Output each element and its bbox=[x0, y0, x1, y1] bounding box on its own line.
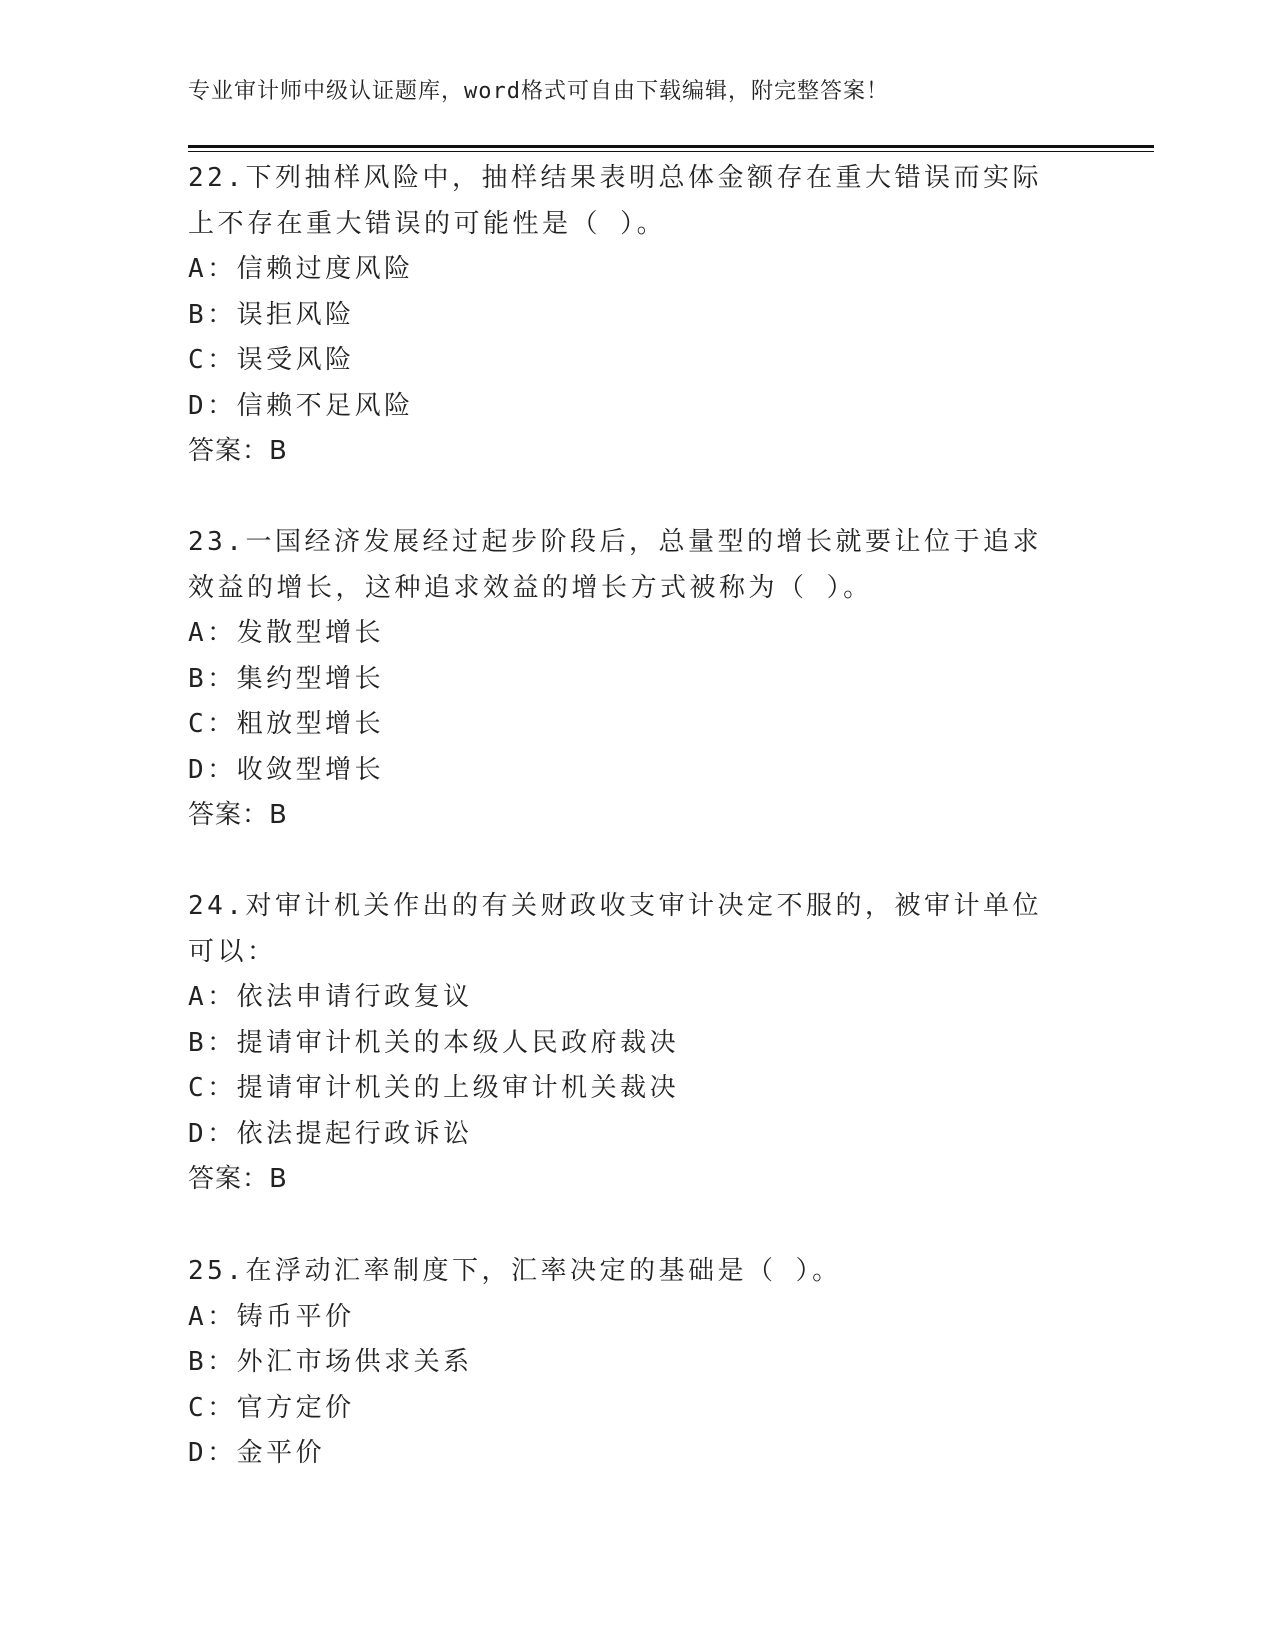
option-b: B：误拒风险 bbox=[188, 299, 355, 330]
option-b: B：外汇市场供求关系 bbox=[188, 1347, 473, 1377]
option-d: D：信赖不足风险 bbox=[188, 390, 414, 421]
header-divider-thin bbox=[188, 151, 1154, 152]
option-c: C：粗放型增长 bbox=[188, 709, 385, 739]
option-a: A：发散型增长 bbox=[188, 618, 385, 648]
option-a: A：依法申请行政复议 bbox=[188, 982, 473, 1012]
answer: 答案：B bbox=[188, 800, 288, 830]
option-c: C：提请审计机关的上级审计机关裁决 bbox=[188, 1073, 680, 1103]
question-stem: 22.下列抽样风险中，抽样结果表明总体金额存在重大错误而实际上不存在重大错误的可能性是（ ）。 bbox=[188, 163, 1042, 239]
answer: 答案：B bbox=[188, 436, 288, 466]
question-23 bbox=[188, 520, 1058, 839]
question-24 bbox=[188, 884, 1058, 1203]
header-divider-thick bbox=[188, 145, 1154, 148]
option-a: A：铸币平价 bbox=[188, 1301, 355, 1332]
option-c: C：官方定价 bbox=[188, 1392, 355, 1423]
page-header: 专业审计师中级认证题库，word格式可自由下载编辑，附完整答案！ bbox=[188, 79, 889, 104]
option-d: D：收敛型增长 bbox=[188, 754, 385, 785]
option-d: D：依法提起行政诉讼 bbox=[188, 1118, 473, 1149]
question-stem: 23.一国经济发展经过起步阶段后，总量型的增长就要让位于追求效益的增长，这种追求效益的增长方式被称为（ ）。 bbox=[188, 527, 1042, 603]
question-stem: 24.对审计机关作出的有关财政收支审计决定不服的，被审计单位可以： bbox=[188, 891, 1042, 967]
option-b: B：提请审计机关的本级人民政府裁决 bbox=[188, 1027, 680, 1058]
question-22 bbox=[188, 156, 1058, 475]
question-stem: 25.在浮动汇率制度下，汇率决定的基础是（ ）。 bbox=[188, 1256, 842, 1286]
option-d: D：金平价 bbox=[188, 1438, 326, 1468]
option-b: B：集约型增长 bbox=[188, 663, 385, 694]
option-a: A：信赖过度风险 bbox=[188, 254, 414, 284]
option-c: C：误受风险 bbox=[188, 345, 355, 375]
answer: 答案：B bbox=[188, 1164, 288, 1194]
question-25 bbox=[188, 1249, 1058, 1477]
